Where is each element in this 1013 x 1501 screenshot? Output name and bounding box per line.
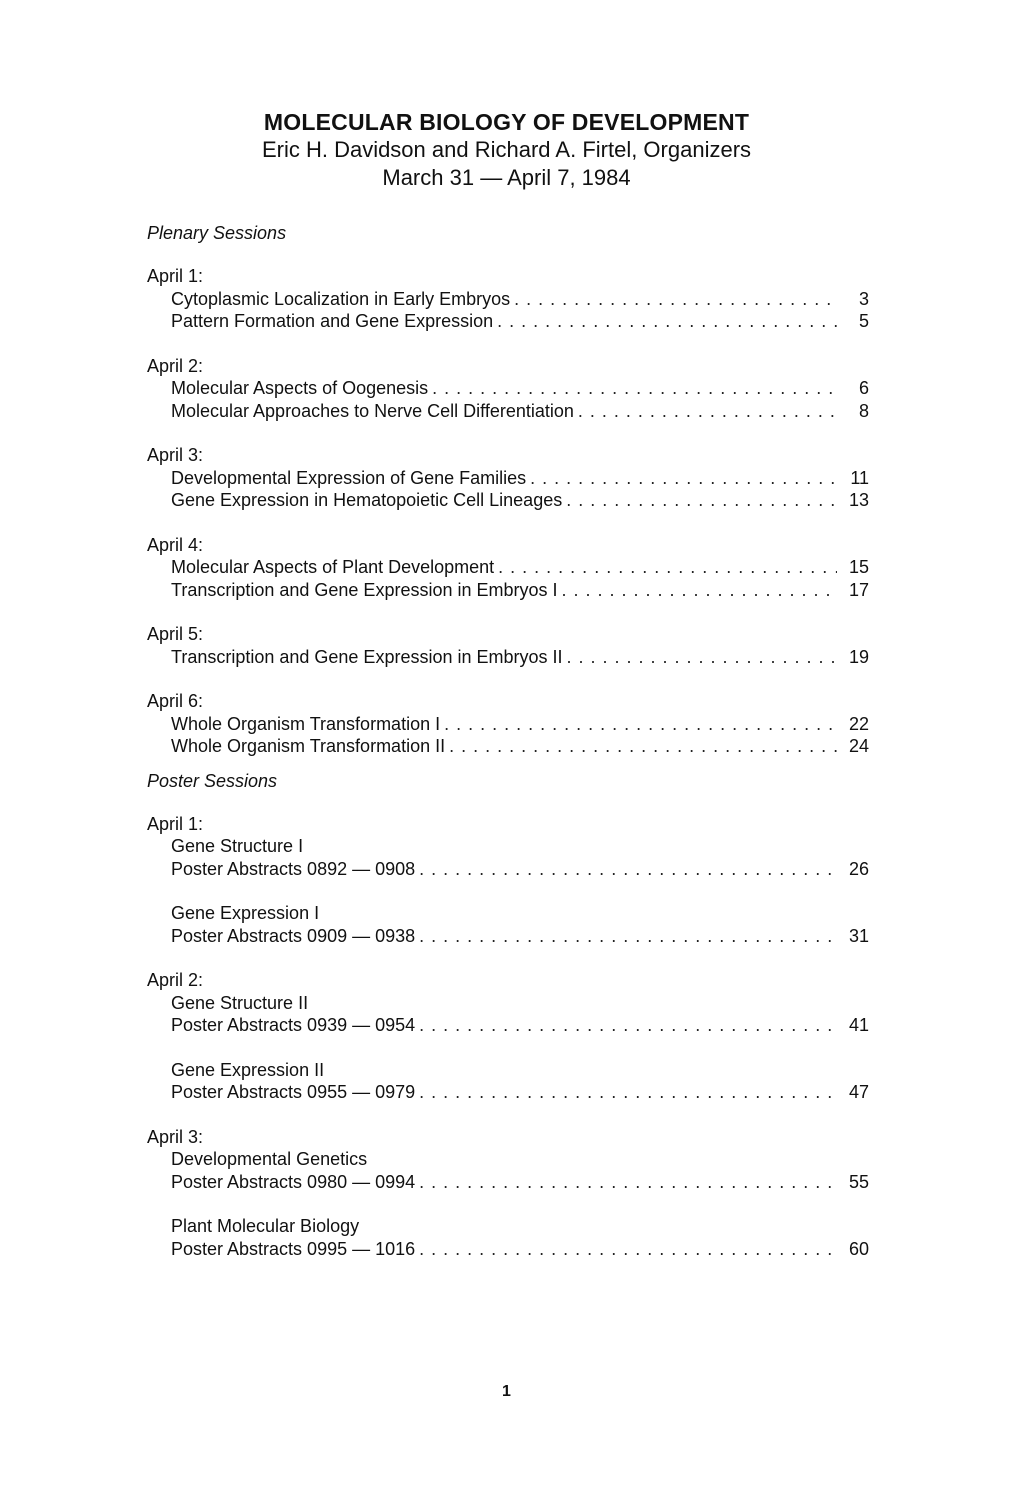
toc-entry [147, 713, 869, 736]
poster-sessions-heading: Poster Sessions [147, 770, 278, 791]
poster-day [147, 813, 869, 948]
day-label: April 4: [147, 534, 204, 555]
dot-leader [514, 288, 837, 311]
dot-leader [566, 489, 837, 512]
toc-entry [147, 1238, 869, 1261]
toc-entry [147, 1014, 869, 1037]
header [0, 108, 1013, 192]
entry-title: Poster Abstracts 0995 — 1016 [171, 1238, 416, 1259]
entry-title: Cytoplasmic Localization in Early Embryos [171, 288, 511, 309]
toc-entry [147, 579, 869, 602]
entry-page: 60 [848, 1238, 869, 1259]
page-title: MOLECULAR BIOLOGY OF DEVELOPMENT [263, 109, 750, 135]
entry-page: 55 [848, 1171, 869, 1192]
plenary-day [147, 623, 869, 668]
day-label: April 1: [147, 266, 204, 286]
toc-entry [147, 556, 869, 579]
day-label: April 3: [147, 445, 204, 465]
dates-line: March 31 — April 7, 1984 [382, 165, 631, 190]
entry-title: Poster Abstracts 0892 — 0908 [171, 858, 416, 879]
dot-leader [419, 858, 837, 881]
plenary-day [147, 534, 869, 602]
toc-entry [147, 310, 869, 333]
toc-entry [147, 925, 869, 948]
poster-group [147, 902, 869, 947]
entry-page: 24 [848, 736, 869, 756]
toc-entry [147, 377, 869, 400]
dot-leader [419, 1171, 837, 1194]
toc-entry [147, 1171, 869, 1194]
entry-page: 15 [848, 557, 869, 577]
plenary-sessions-heading: Plenary Sessions [147, 223, 287, 243]
group-title: Gene Expression II [171, 1059, 325, 1080]
group-title: Gene Structure II [171, 992, 309, 1013]
dot-leader [530, 467, 837, 490]
entry-title: Transcription and Gene Expression in Embryos I [171, 579, 558, 600]
entry-page: 19 [848, 646, 869, 667]
group-title: Gene Structure I [171, 836, 304, 856]
entry-page: 41 [848, 1015, 869, 1035]
entry-page: 5 [858, 311, 869, 331]
entry-page: 13 [848, 490, 869, 510]
poster-day [147, 969, 869, 1104]
dot-leader [567, 646, 837, 669]
poster-group [147, 1148, 869, 1193]
day-label: April 6: [147, 691, 204, 711]
toc-entry [147, 288, 869, 311]
entry-title: Molecular Aspects of Oogenesis [171, 378, 429, 398]
entry-title: Molecular Approaches to Nerve Cell Differentiation [171, 400, 574, 421]
table-of-contents [147, 222, 869, 1282]
toc-entry [147, 489, 869, 512]
entry-title: Poster Abstracts 0939 — 0954 [171, 1015, 416, 1035]
entry-page: 6 [858, 378, 869, 398]
page-number: 1 [502, 1383, 511, 1400]
toc-entry [147, 400, 869, 423]
plenary-day [147, 690, 869, 758]
dot-leader [419, 925, 837, 948]
day-label: April 1: [147, 813, 204, 834]
dot-leader [419, 1238, 837, 1261]
day-label: April 5: [147, 624, 204, 644]
poster-group [147, 1215, 869, 1260]
entry-page: 11 [850, 467, 869, 488]
entry-title: Poster Abstracts 0955 — 0979 [171, 1082, 416, 1102]
day-label: April 2: [147, 355, 204, 376]
toc-entry [147, 735, 869, 758]
group-title: Gene Expression I [171, 903, 320, 923]
entry-page: 26 [848, 858, 869, 879]
entry-page: 8 [858, 400, 869, 421]
poster-group [147, 992, 869, 1037]
entry-page: 17 [848, 579, 869, 600]
dot-leader [449, 735, 837, 758]
dot-leader [444, 713, 837, 736]
dot-leader [578, 400, 837, 423]
entry-title: Poster Abstracts 0980 — 0994 [171, 1171, 416, 1192]
dot-leader [562, 579, 837, 602]
group-title: Plant Molecular Biology [171, 1216, 360, 1236]
entry-page: 47 [848, 1082, 869, 1102]
entry-title: Whole Organism Transformation II [171, 736, 446, 756]
dot-leader [419, 1081, 837, 1104]
entry-title: Molecular Aspects of Plant Development [171, 557, 495, 577]
poster-group [147, 1059, 869, 1104]
day-label: April 2: [147, 970, 204, 990]
toc-entry [147, 467, 869, 490]
entry-title: Transcription and Gene Expression in Embryos II [171, 646, 563, 667]
group-title: Developmental Genetics [171, 1149, 368, 1169]
plenary-day [147, 355, 869, 423]
entry-title: Poster Abstracts 0909 — 0938 [171, 925, 416, 946]
plenary-day [147, 444, 869, 512]
toc-entry [147, 1081, 869, 1104]
entry-page: 22 [848, 713, 869, 734]
entry-title: Whole Organism Transformation I [171, 713, 441, 734]
dot-leader [498, 556, 837, 579]
day-label: April 3: [147, 1126, 204, 1147]
dot-leader [432, 377, 837, 400]
toc-entry [147, 858, 869, 881]
toc-entry [147, 646, 869, 669]
entry-title: Gene Expression in Hematopoietic Cell Lineages [171, 490, 563, 510]
poster-group [147, 835, 869, 880]
organizers-line: Eric H. Davidson and Richard A. Firtel, Organizers [261, 137, 752, 162]
entry-page: 3 [858, 288, 869, 309]
plenary-day [147, 265, 869, 333]
dot-leader [419, 1014, 837, 1037]
poster-day [147, 1126, 869, 1261]
entry-title: Pattern Formation and Gene Expression [171, 311, 494, 331]
entry-title: Developmental Expression of Gene Families [171, 467, 527, 488]
dot-leader [497, 310, 837, 333]
entry-page: 31 [848, 925, 869, 946]
